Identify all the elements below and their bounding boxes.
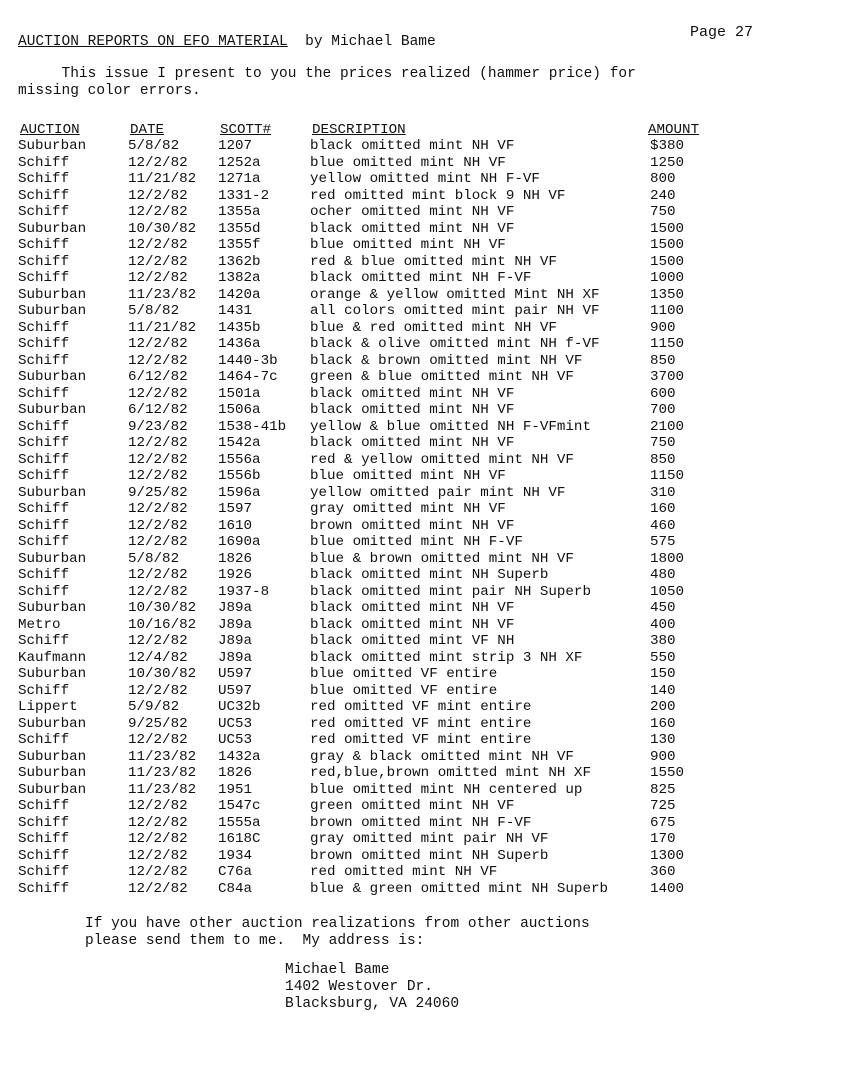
mailing-address (285, 962, 459, 1013)
cell-description: ocher omitted mint NH VF (310, 204, 515, 220)
cell-scott: 1501a (218, 385, 261, 402)
cell-scott: 1355f (218, 237, 261, 253)
cell-scott: 1431 (218, 303, 253, 319)
table-row (18, 501, 738, 518)
table-row (18, 237, 738, 254)
cell-date: 12/2/82 (128, 385, 188, 402)
cell-amount: 1150 (650, 336, 685, 352)
cell-description: black omitted mint NH VF (310, 600, 515, 616)
cell-amount: 1250 (650, 154, 685, 171)
table-row (18, 633, 738, 650)
table-row (18, 864, 738, 881)
cell-date: 12/2/82 (128, 352, 188, 369)
cell-auction: Suburban (18, 402, 87, 418)
cell-scott: 1556a (218, 451, 261, 468)
cell-scott: 1207 (218, 138, 253, 154)
cell-date: 12/2/82 (128, 847, 188, 864)
cell-amount: 1050 (650, 583, 685, 600)
cell-description: blue & red omitted mint NH VF (310, 319, 557, 336)
cell-amount: 575 (650, 534, 676, 550)
table-row (18, 831, 738, 848)
cell-date: 12/2/82 (128, 270, 188, 286)
cell-date: 12/2/82 (128, 154, 188, 171)
cell-date: 12/2/82 (128, 451, 188, 468)
cell-scott: 1937-8 (218, 583, 270, 600)
cell-amount: 750 (650, 435, 676, 451)
cell-amount: 850 (650, 352, 676, 369)
cell-auction: Schiff (18, 451, 70, 468)
cell-description: black omitted mint NH VF (310, 138, 515, 154)
cell-auction: Schiff (18, 435, 70, 451)
cell-auction: Schiff (18, 864, 70, 880)
cell-description: blue omitted mint NH VF (310, 154, 506, 171)
table-row (18, 534, 738, 551)
cell-scott: J89a (218, 649, 253, 666)
cell-scott: 1440-3b (218, 352, 278, 369)
cell-description: all colors omitted mint pair NH VF (310, 303, 600, 319)
table-row (18, 303, 738, 320)
cell-scott: 1555a (218, 814, 261, 831)
cell-scott: UC53 (218, 715, 253, 732)
cell-date: 10/30/82 (128, 600, 197, 616)
cell-amount: 1500 (650, 220, 685, 237)
cell-date: 12/2/82 (128, 682, 188, 699)
cell-auction: Schiff (18, 814, 70, 831)
cell-date: 12/2/82 (128, 468, 188, 484)
cell-date: 12/2/82 (128, 336, 188, 352)
cell-scott: U597 (218, 666, 253, 682)
cell-scott: 1542a (218, 435, 261, 451)
table-row (18, 254, 738, 271)
cell-description: black omitted mint VF NH (310, 633, 515, 649)
cell-date: 11/23/82 (128, 748, 197, 765)
table-row (18, 798, 738, 815)
cell-date: 11/21/82 (128, 171, 197, 187)
cell-description: red omitted mint NH VF (310, 864, 498, 880)
cell-date: 5/8/82 (128, 550, 180, 567)
cell-auction: Lippert (18, 699, 78, 715)
cell-date: 6/12/82 (128, 402, 188, 418)
table-row (18, 848, 738, 865)
cell-auction: Suburban (18, 138, 87, 154)
cell-auction: Suburban (18, 303, 87, 319)
address-line: Blacksburg, VA 24060 (285, 996, 460, 1012)
cell-amount: 675 (650, 814, 676, 831)
cell-auction: Schiff (18, 352, 70, 369)
cell-amount: 200 (650, 699, 676, 715)
cell-auction: Schiff (18, 171, 70, 187)
table-row (18, 138, 738, 155)
cell-scott: J89a (218, 616, 253, 633)
cell-auction: Schiff (18, 237, 70, 253)
table-row (18, 683, 738, 700)
table-row (18, 188, 738, 205)
table-row (18, 765, 738, 782)
cell-amount: 130 (650, 732, 676, 748)
cell-auction: Schiff (18, 468, 70, 484)
cell-description: blue omitted VF entire (310, 666, 498, 682)
cell-date: 9/25/82 (128, 484, 188, 501)
table-row (18, 518, 738, 535)
cell-amount: 850 (650, 451, 676, 468)
cell-amount: 380 (650, 633, 676, 649)
cell-amount: 600 (650, 385, 676, 402)
cell-date: 6/12/82 (128, 369, 188, 385)
table-row (18, 881, 738, 898)
cell-amount: 1500 (650, 253, 685, 270)
cell-scott: 1355a (218, 204, 261, 220)
cell-auction: Schiff (18, 583, 70, 600)
table-header (18, 116, 738, 138)
cell-date: 12/2/82 (128, 435, 188, 451)
cell-amount: 800 (650, 171, 676, 187)
cell-date: 11/23/82 (128, 765, 197, 781)
cell-scott: 1506a (218, 402, 261, 418)
cell-date: 12/2/82 (128, 798, 188, 814)
cell-amount: 900 (650, 319, 676, 336)
cell-scott: J89a (218, 633, 253, 649)
cell-auction: Schiff (18, 567, 70, 583)
cell-scott: 1432a (218, 748, 261, 765)
table-row (18, 336, 738, 353)
table-row (18, 782, 738, 799)
cell-description: black omitted mint strip 3 NH XF (310, 649, 583, 666)
table-row (18, 716, 738, 733)
cell-scott: 1362b (218, 253, 261, 270)
cell-scott: 1951 (218, 781, 253, 798)
cell-auction: Suburban (18, 600, 87, 616)
cell-auction: Metro (18, 616, 61, 633)
cell-scott: 1610 (218, 517, 253, 534)
table-row (18, 666, 738, 683)
table-row (18, 204, 738, 221)
cell-auction: Schiff (18, 154, 70, 171)
cell-scott: 1436a (218, 336, 261, 352)
cell-auction: Schiff (18, 385, 70, 402)
auction-table (18, 116, 738, 897)
cell-date: 10/30/82 (128, 220, 197, 237)
cell-amount: 1550 (650, 765, 685, 781)
intro-paragraph: This issue I present to you the prices realized (hammer price) for missing color errors. (18, 66, 636, 99)
table-row (18, 600, 738, 617)
cell-auction: Schiff (18, 418, 70, 435)
cell-date: 12/2/82 (128, 864, 188, 880)
cell-description: red omitted VF mint entire (310, 699, 532, 715)
cell-amount: 360 (650, 864, 676, 880)
cell-amount: 725 (650, 798, 676, 814)
header-auction: AUCTION (20, 121, 80, 138)
table-row (18, 287, 738, 304)
cell-scott: UC32b (218, 699, 261, 715)
cell-description: brown omitted mint NH F-VF (310, 814, 532, 831)
cell-description: blue omitted VF entire (310, 682, 498, 699)
cell-amount: 450 (650, 600, 676, 616)
cell-date: 12/2/82 (128, 567, 188, 583)
cell-date: 9/25/82 (128, 715, 188, 732)
cell-date: 12/2/82 (128, 204, 188, 220)
table-row (18, 171, 738, 188)
cell-auction: Suburban (18, 550, 87, 567)
cell-amount: 825 (650, 781, 676, 798)
cell-auction: Schiff (18, 682, 70, 699)
cell-amount: 700 (650, 402, 676, 418)
cell-amount: 1350 (650, 286, 685, 303)
header-amount: AMOUNT (648, 121, 700, 138)
cell-scott: 1420a (218, 286, 261, 303)
table-row (18, 749, 738, 766)
cell-date: 11/23/82 (128, 781, 197, 798)
table-row (18, 435, 738, 452)
cell-auction: Schiff (18, 847, 70, 864)
cell-scott: UC53 (218, 732, 253, 748)
cell-description: green & blue omitted mint NH VF (310, 369, 574, 385)
cell-description: gray omitted mint NH VF (310, 501, 506, 517)
cell-scott: 1464-7c (218, 369, 278, 385)
cell-amount: 1300 (650, 847, 685, 864)
cell-date: 12/2/82 (128, 583, 188, 600)
table-row (18, 468, 738, 485)
table-row (18, 419, 738, 436)
cell-amount: 2100 (650, 418, 685, 435)
table-row (18, 270, 738, 287)
cell-auction: Suburban (18, 748, 87, 765)
cell-description: black omitted mint NH Superb (310, 567, 549, 583)
cell-description: black omitted mint NH VF (310, 616, 515, 633)
table-row (18, 567, 738, 584)
cell-amount: 750 (650, 204, 676, 220)
table-row (18, 584, 738, 601)
cell-description: red omitted VF mint entire (310, 715, 532, 732)
header-scott: SCOTT# (220, 121, 272, 138)
cell-scott: 1382a (218, 270, 261, 286)
cell-auction: Schiff (18, 732, 70, 748)
cell-scott: 1690a (218, 534, 261, 550)
closing-paragraph: If you have other auction realizations from other auctions please send them to me. My address is: (85, 916, 590, 949)
cell-date: 12/2/82 (128, 534, 188, 550)
cell-description: blue & green omitted mint NH Superb (310, 880, 608, 897)
cell-amount: 160 (650, 501, 676, 517)
cell-auction: Schiff (18, 534, 70, 550)
cell-date: 12/2/82 (128, 633, 188, 649)
table-row (18, 155, 738, 172)
cell-auction: Schiff (18, 517, 70, 534)
table-row (18, 386, 738, 403)
table-row (18, 353, 738, 370)
article-heading (18, 34, 436, 50)
cell-auction: Schiff (18, 319, 70, 336)
cell-scott: 1826 (218, 765, 253, 781)
cell-amount: 170 (650, 831, 676, 847)
cell-date: 12/2/82 (128, 187, 188, 204)
cell-amount: 1100 (650, 303, 685, 319)
cell-auction: Suburban (18, 369, 87, 385)
cell-date: 12/2/82 (128, 237, 188, 253)
cell-amount: $380 (650, 138, 685, 154)
cell-description: blue omitted mint NH VF (310, 237, 506, 253)
table-row (18, 732, 738, 749)
cell-scott: 1331-2 (218, 187, 270, 204)
cell-description: gray omitted mint pair NH VF (310, 831, 549, 847)
cell-amount: 900 (650, 748, 676, 765)
cell-description: blue omitted mint NH F-VF (310, 534, 523, 550)
cell-date: 10/30/82 (128, 666, 197, 682)
cell-date: 12/2/82 (128, 501, 188, 517)
cell-auction: Kaufmann (18, 649, 87, 666)
cell-scott: 1556b (218, 468, 261, 484)
cell-scott: 1926 (218, 567, 253, 583)
table-row (18, 650, 738, 667)
cell-date: 12/4/82 (128, 649, 188, 666)
cell-description: brown omitted mint NH Superb (310, 847, 549, 864)
cell-scott: 1826 (218, 550, 253, 567)
cell-amount: 150 (650, 666, 676, 682)
cell-scott: 1547c (218, 798, 261, 814)
cell-amount: 1150 (650, 468, 685, 484)
cell-auction: Schiff (18, 880, 70, 897)
cell-description: red & yellow omitted mint NH VF (310, 451, 574, 468)
cell-description: yellow omitted pair mint NH VF (310, 484, 566, 501)
cell-scott: C84a (218, 880, 253, 897)
cell-date: 12/2/82 (128, 732, 188, 748)
cell-description: red omitted VF mint entire (310, 732, 532, 748)
cell-description: red & blue omitted mint NH VF (310, 253, 557, 270)
table-row (18, 815, 738, 832)
cell-description: orange & yellow omitted Mint NH XF (310, 286, 600, 303)
cell-auction: Schiff (18, 270, 70, 286)
cell-description: gray & black omitted mint NH VF (310, 748, 574, 765)
cell-description: yellow & blue omitted NH F-VFmint (310, 418, 591, 435)
cell-auction: Schiff (18, 501, 70, 517)
article-byline: by Michael Bame (305, 34, 436, 50)
cell-description: black omitted mint NH VF (310, 220, 515, 237)
cell-auction: Schiff (18, 253, 70, 270)
table-body (18, 138, 738, 897)
cell-auction: Schiff (18, 187, 70, 204)
table-row (18, 699, 738, 716)
cell-scott: 1355d (218, 220, 261, 237)
cell-description: black & brown omitted mint NH VF (310, 352, 583, 369)
cell-scott: U597 (218, 682, 253, 699)
cell-date: 5/8/82 (128, 303, 180, 319)
cell-date: 9/23/82 (128, 418, 188, 435)
cell-amount: 460 (650, 517, 676, 534)
cell-amount: 1500 (650, 237, 685, 253)
cell-scott: 1618C (218, 831, 261, 847)
table-row (18, 402, 738, 419)
cell-scott: 1597 (218, 501, 253, 517)
cell-description: black omitted mint pair NH Superb (310, 583, 591, 600)
cell-scott: J89a (218, 600, 253, 616)
cell-date: 11/23/82 (128, 286, 197, 303)
cell-auction: Schiff (18, 336, 70, 352)
table-row (18, 320, 738, 337)
cell-description: brown omitted mint NH VF (310, 517, 515, 534)
cell-scott: 1271a (218, 171, 261, 187)
cell-amount: 140 (650, 682, 676, 699)
cell-amount: 1800 (650, 550, 685, 567)
cell-date: 12/2/82 (128, 831, 188, 847)
table-row (18, 485, 738, 502)
cell-auction: Suburban (18, 666, 87, 682)
cell-auction: Schiff (18, 831, 70, 847)
cell-description: black omitted mint NH VF (310, 435, 515, 451)
cell-description: red omitted mint block 9 NH VF (310, 187, 566, 204)
cell-auction: Suburban (18, 220, 87, 237)
cell-date: 12/2/82 (128, 517, 188, 534)
cell-amount: 3700 (650, 369, 685, 385)
cell-scott: 1252a (218, 154, 261, 171)
page-number: Page 27 (690, 24, 754, 41)
cell-auction: Suburban (18, 715, 87, 732)
cell-description: yellow omitted mint NH F-VF (310, 171, 540, 187)
cell-amount: 160 (650, 715, 676, 732)
cell-auction: Suburban (18, 286, 87, 303)
cell-scott: 1596a (218, 484, 261, 501)
cell-scott: 1538-41b (218, 418, 287, 435)
header-date: DATE (130, 121, 165, 138)
cell-amount: 310 (650, 484, 676, 501)
cell-description: blue omitted mint NH centered up (310, 781, 583, 798)
cell-date: 12/2/82 (128, 253, 188, 270)
table-row (18, 221, 738, 238)
cell-scott: 1435b (218, 319, 261, 336)
cell-amount: 1400 (650, 880, 685, 897)
cell-amount: 480 (650, 567, 676, 583)
cell-auction: Schiff (18, 633, 70, 649)
header-description: DESCRIPTION (312, 121, 406, 138)
cell-description: green omitted mint NH VF (310, 798, 515, 814)
cell-auction: Schiff (18, 204, 70, 220)
article-title: AUCTION REPORTS ON EFO MATERIAL (18, 34, 288, 50)
cell-amount: 1000 (650, 270, 685, 286)
table-row (18, 452, 738, 469)
cell-auction: Suburban (18, 484, 87, 501)
cell-auction: Suburban (18, 781, 87, 798)
address-line: 1402 Westover Dr. (285, 979, 433, 995)
cell-date: 10/16/82 (128, 616, 197, 633)
cell-date: 5/9/82 (128, 699, 180, 715)
cell-description: blue omitted mint NH VF (310, 468, 506, 484)
cell-date: 11/21/82 (128, 319, 197, 336)
table-row (18, 551, 738, 568)
cell-amount: 550 (650, 649, 676, 666)
cell-auction: Suburban (18, 765, 87, 781)
cell-description: blue & brown omitted mint NH VF (310, 550, 574, 567)
cell-description: red,blue,brown omitted mint NH XF (310, 765, 591, 781)
cell-description: black omitted mint NH VF (310, 385, 515, 402)
cell-date: 12/2/82 (128, 880, 188, 897)
cell-amount: 400 (650, 616, 676, 633)
cell-date: 5/8/82 (128, 138, 180, 154)
cell-scott: C76a (218, 864, 253, 880)
cell-date: 12/2/82 (128, 814, 188, 831)
cell-description: black omitted mint NH F-VF (310, 270, 532, 286)
cell-description: black & olive omitted mint NH f-VF (310, 336, 600, 352)
cell-scott: 1934 (218, 847, 253, 864)
cell-description: black omitted mint NH VF (310, 402, 515, 418)
cell-auction: Schiff (18, 798, 70, 814)
table-row (18, 369, 738, 386)
cell-amount: 240 (650, 187, 676, 204)
address-line: Michael Bame (285, 962, 390, 978)
table-row (18, 617, 738, 634)
